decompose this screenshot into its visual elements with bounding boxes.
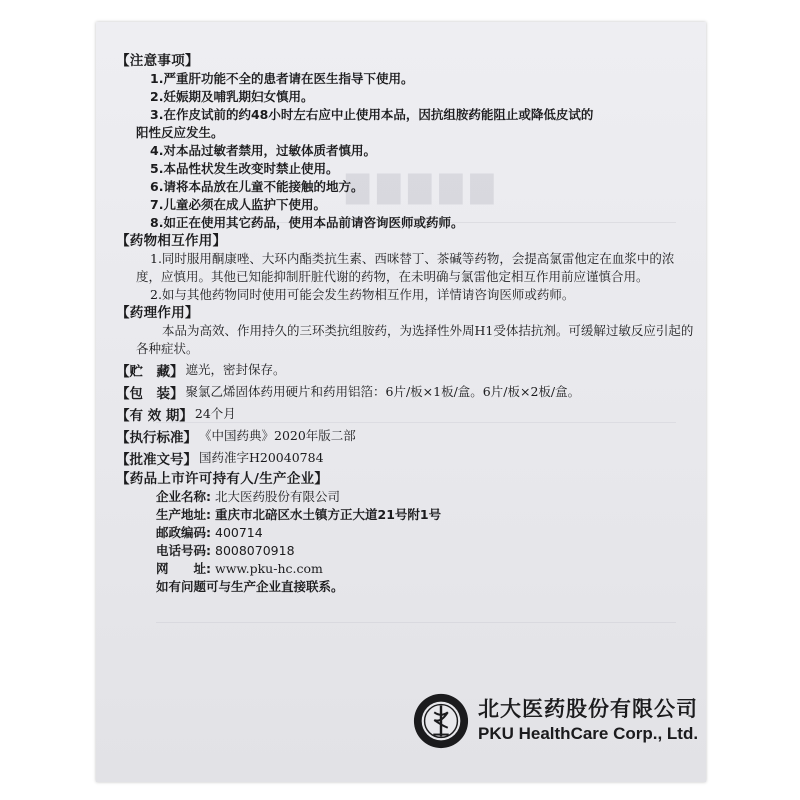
holder-field-key: 网 址: [156,561,211,576]
holder-field-key: 企业名称: [156,489,211,504]
holder-address [116,506,696,524]
spec-approval-number [116,448,696,468]
spec-key: 【执行标准】 [116,430,197,446]
precaution-item: 8.如正在使用其它药品，使用本品前请咨询医师或药师。 [150,215,464,230]
holder-field-key: 生产地址: [156,507,211,522]
spec-value: 《中国药典》2020年版二部 [199,428,356,443]
precaution-item: 阳性反应发生。 [136,125,224,140]
spec-key: 【批准文号】 [116,452,197,468]
footer-brand [412,692,698,750]
holder-postcode [116,524,696,542]
precaution-item: 5.本品性状发生改变时禁止使用。 [150,161,339,176]
holder-field-key: 邮政编码: [156,525,211,540]
interactions-heading: 【药物相互作用】 [116,233,227,249]
interactions-paragraph-1: 1.同时服用酮康唑、大环内酯类抗生素、西咪替丁、茶碱等药物，会提高氯雷他定在血浆中的浓度，应慎用。其他已知能抑制肝脏代谢的药物，在未明确与氯雷他定相互作用前应谨慎合用。 [136,251,675,284]
spec-value: 聚氯乙烯固体药用硬片和药用铝箔：6片/板×1板/盒。6片/板×2板/盒。 [185,384,581,399]
precaution-item: 6.请将本品放在儿童不能接触的地方。 [150,179,364,194]
holder-heading: 【药品上市许可持有人/生产企业】 [116,471,329,487]
precaution-item: 7.儿童必须在成人监护下使用。 [150,197,326,212]
pku-healthcare-seal-icon [412,692,470,750]
spec-value: 国药准字H20040784 [199,450,324,465]
holder-field-value: 400714 [215,525,263,540]
holder-website [116,560,696,578]
holder-field-value: 重庆市北碚区水土镇方正大道21号附1号 [215,507,442,522]
precaution-item: 1.严重肝功能不全的患者请在医生指导下使用。 [150,71,414,86]
precaution-item: 2.妊娠期及哺乳期妇女慎用。 [150,89,314,104]
spec-key: 【包 装】 [116,386,184,402]
spec-key: 【贮 藏】 [116,364,184,380]
pharmacology-text: 本品为高效、作用持久的三环类抗组胺药，为选择性外周H1受体拮抗剂。可缓解过敏反应引起的各种症状。 [136,323,694,356]
spec-expiry [116,404,696,424]
holder-field-key: 电话号码: [156,543,211,558]
spec-storage [116,360,696,380]
footer-company-text [478,696,698,746]
holder-field-value: www.pku-hc.com [215,561,323,576]
interactions-paragraph-2: 2.如与其他药物同时使用可能会发生药物相互作用，详情请咨询医师或药师。 [150,287,575,302]
holder-phone [116,542,696,560]
pharmacology-heading: 【药理作用】 [116,305,199,321]
company-name-cn: 北大医药股份有限公司 [478,697,698,721]
precaution-item: 4.对本品过敏者禁用，过敏体质者慎用。 [150,143,376,158]
leaflet-sheet: ▇▇▇▇▇ 【注意事项】 1.严重肝功能不全的患者请在医生指导下使用。 2.妊娠期及哺乳期妇女慎用。 3.在作皮试前的约48小时左右应中止使用本品，因抗组胺药能阻止或降低皮试的 阳性反应发生。 4.对本品过敏者禁用，过敏体质者慎用。 5.本品性状发生改变时禁止使用。 6.请将本品放在儿童不能接触的地方。 7.儿童必须在成人监护下使用。 8.如正在使用其它药品，使用本品前请咨询医师或药师。 【药物相互作用】 1.同时服用酮康唑、大环内酯类抗生素、西咪替丁、茶碱等药物，会提高氯雷他定在血浆中的浓度，应慎用。其他已知能抑制肝脏代谢的药物，在未明确与氯雷他定相互作用前应谨慎合用。 2.如与其他药物同时使用可能会发生药物相互作用，详情请咨询医师或药师。 【药理作用】 本品为高效、作用持久的三环类抗组胺药，为选择性外周H1受体拮抗剂。可缓解过敏反应引起的各种症状。 【贮 藏】 遮光，密封保存。 【包 装】 聚氯乙烯固体药用硬片和药用铝箔：6片/板×1板/盒。6片/板×2板/盒。 【有 效 期】 24个月 【执行标准】 《中国药典》2020年版二部 【批准文号】 国药准字H20040784 【药品上市许可持有人/生产企业】 企业名称: 北大医药股份有限公司 生产地址: 重庆市北碚区水土镇方正大道21号附1号 邮政编码: 400714 电话号码: 8008070918 网 址: www.pku-hc.com 如有问题可与生产企业直接联系。 北大医药股份有限公司 PKU HealthCare Corp., Ltd. [96,22,706,782]
holder-field-value: 8008070918 [215,543,295,558]
holder-field-value: 北大医药股份有限公司 [215,489,341,504]
leaflet-content [116,52,696,596]
company-name-en: PKU HealthCare Corp., Ltd. [478,724,699,743]
spec-standard [116,426,696,446]
precautions-heading: 【注意事项】 [116,53,199,69]
holder-note: 如有问题可与生产企业直接联系。 [156,579,344,594]
spec-value: 遮光，密封保存。 [185,362,286,377]
spec-key: 【有 效 期】 [116,408,193,424]
spec-value: 24个月 [194,406,236,421]
spec-package [116,382,696,402]
holder-company-name [116,488,696,506]
precaution-item: 3.在作皮试前的约48小时左右应中止使用本品，因抗组胺药能阻止或降低皮试的 [150,107,594,122]
